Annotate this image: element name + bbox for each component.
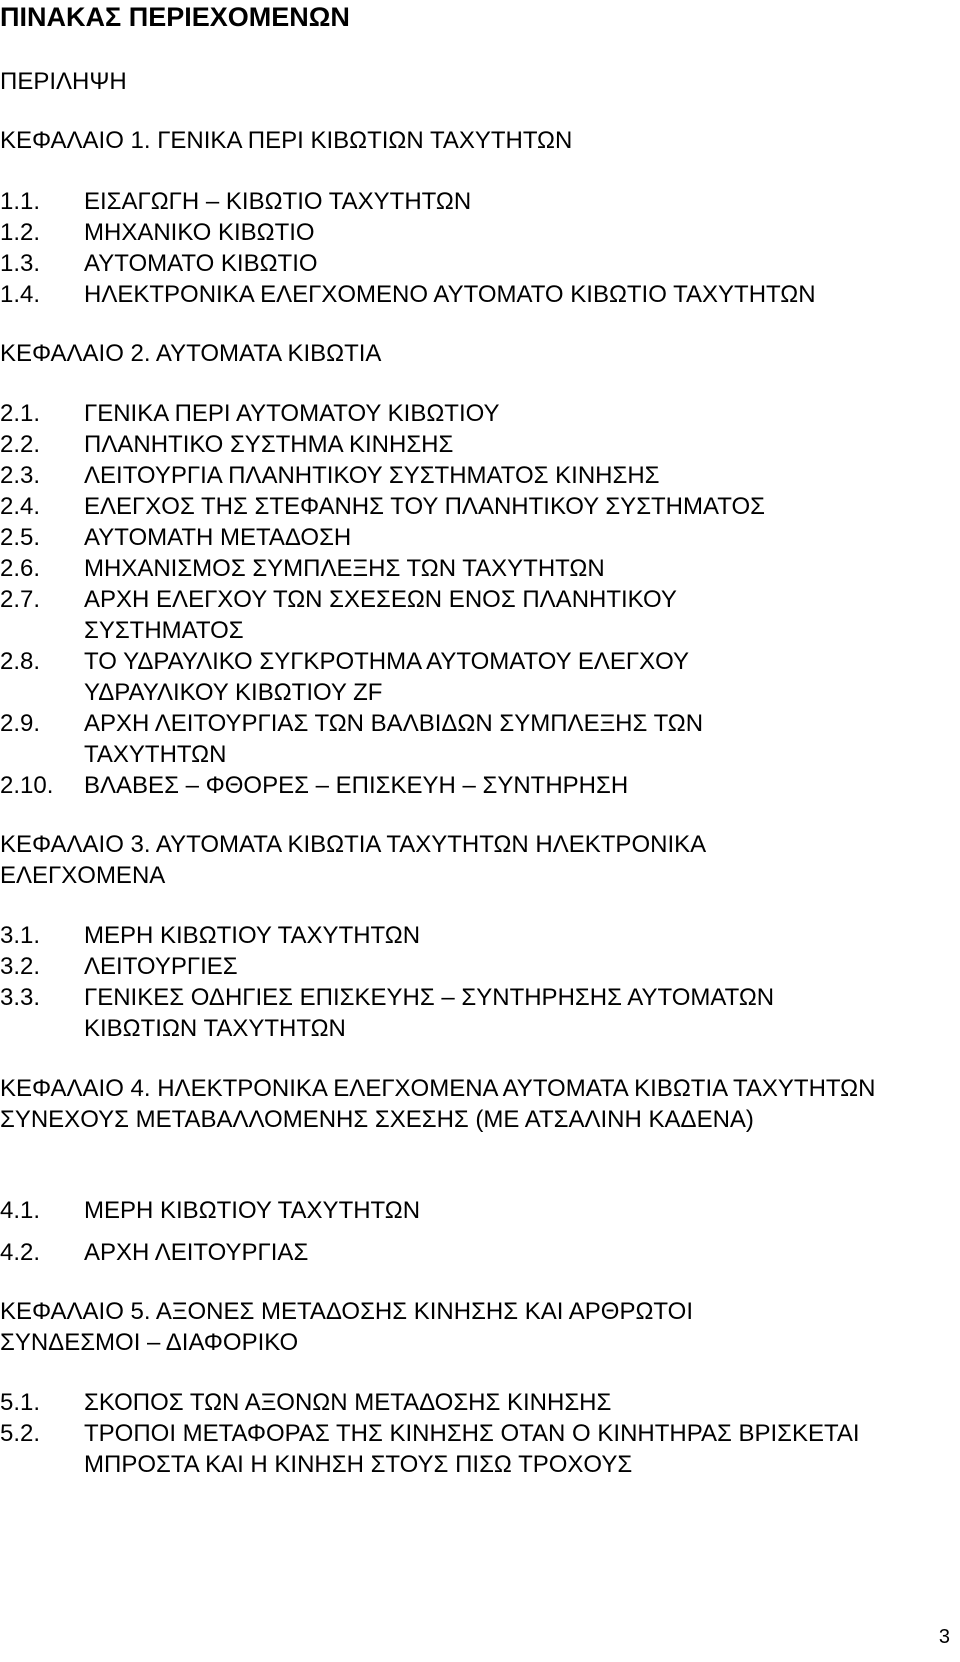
section-title: ΜΕΡΗ ΚΙΒΩΤΙΟΥ ΤΑΧΥΤΗΤΩΝ	[84, 1197, 421, 1224]
section-number: 5.1.	[0, 1389, 41, 1416]
toc-entry-3-3	[0, 982, 940, 1044]
toc-entry-2-9	[0, 708, 940, 770]
section-number: 2.2.	[0, 431, 41, 458]
section-title: ΛΕΙΤΟΥΡΓΙΕΣ	[84, 953, 238, 980]
section-title: ΑΥΤΟΜΑΤΟ ΚΙΒΩΤΙΟ	[84, 250, 318, 277]
section-title: ΕΙΣΑΓΩΓΗ – ΚΙΒΩΤΙΟ ΤΑΧΥΤΗΤΩΝ	[84, 188, 472, 215]
section-number: 2.5.	[0, 524, 41, 551]
section-number: 3.3.	[0, 984, 41, 1011]
section-title: ΕΛΕΓΧΟΣ ΤΗΣ ΣΤΕΦΑΝΗΣ ΤΟΥ ΠΛΑΝΗΤΙΚΟΥ ΣΥΣΤΗΜΑΤΟΣ	[84, 493, 765, 520]
toc-entry-2-4	[0, 491, 940, 522]
section-number: 3.2.	[0, 953, 41, 980]
section-title: ΓΕΝΙΚΑ ΠΕΡΙ ΑΥΤΟΜΑΤΟΥ ΚΙΒΩΤΙΟΥ	[84, 400, 500, 427]
section-title: ΠΛΑΝΗΤΙΚΟ ΣΥΣΤΗΜΑ ΚΙΝΗΣΗΣ	[84, 431, 454, 458]
toc-entry-2-3	[0, 460, 940, 491]
section-title: ΜΗΧΑΝΙΚΟ ΚΙΒΩΤΙΟ	[84, 219, 315, 246]
toc-entry-1-3	[0, 248, 940, 279]
chapter-1-heading: ΚΕΦΑΛΑΙΟ 1. ΓΕΝΙΚΑ ΠΕΡΙ ΚΙΒΩΤΙΩΝ ΤΑΧΥΤΗΤΩΝ	[0, 127, 573, 154]
toc-entry-1-1	[0, 186, 940, 217]
section-number: 2.8.	[0, 648, 41, 675]
toc-entry-1-2	[0, 217, 940, 248]
section-title: ΜΕΡΗ ΚΙΒΩΤΙΟΥ ΤΑΧΥΤΗΤΩΝ	[84, 922, 421, 949]
section-title: ΑΡΧΗ ΛΕΙΤΟΥΡΓΙΑΣ ΤΩΝ ΒΑΛΒΙΔΩΝ ΣΥΜΠΛΕΞΗΣ ΤΩΝ ΤΑΧΥΤΗΤΩΝ	[84, 710, 704, 768]
section-number: 4.1.	[0, 1197, 41, 1224]
toc-entry-2-2	[0, 429, 940, 460]
section-title: ΗΛΕΚΤΡΟΝΙΚΑ ΕΛΕΓΧΟΜΕΝΟ ΑΥΤΟΜΑΤΟ ΚΙΒΩΤΙΟ ΤΑΧΥΤΗΤΩΝ	[84, 281, 816, 308]
page-number: 3	[938, 1626, 950, 1648]
section-number: 2.9.	[0, 710, 41, 737]
section-title: ΣΚΟΠΟΣ ΤΩΝ ΑΞΟΝΩΝ ΜΕΤΑΔΟΣΗΣ ΚΙΝΗΣΗΣ	[84, 1389, 612, 1416]
toc-entry-5-1	[0, 1387, 940, 1418]
section-title: ΤΡΟΠΟΙ ΜΕΤΑΦΟΡΑΣ ΤΗΣ ΚΙΝΗΣΗΣ ΟΤΑΝ Ο ΚΙΝΗΤΗΡΑΣ ΒΡΙΣΚΕΤΑΙ ΜΠΡΟΣΤΑ ΚΑΙ Η ΚΙΝΗΣΗ ΣΤΟΥΣ ΠΙΣΩ ΤΡΟΧΟΥΣ	[84, 1420, 860, 1478]
toc-entry-3-2	[0, 951, 940, 982]
chapter-5-heading: ΚΕΦΑΛΑΙΟ 5. ΑΞΟΝΕΣ ΜΕΤΑΔΟΣΗΣ ΚΙΝΗΣΗΣ ΚΑΙ ΑΡΘΡΩΤΟΙ ΣΥΝΔΕΣΜΟΙ – ΔΙΑΦΟΡΙΚΟ	[0, 1298, 693, 1356]
page-title: ΠΙΝΑΚΑΣ ΠΕΡΙΕΧΟΜΕΝΩΝ	[0, 2, 350, 32]
section-number: 1.3.	[0, 250, 41, 277]
section-number: 1.2.	[0, 219, 41, 246]
section-title: ΒΛΑΒΕΣ – ΦΘΟΡΕΣ – ΕΠΙΣΚΕΥΗ – ΣΥΝΤΗΡΗΣΗ	[84, 772, 629, 799]
toc-entry-2-1	[0, 398, 940, 429]
chapter-3-heading: ΚΕΦΑΛΑΙΟ 3. ΑΥΤΟΜΑΤΑ ΚΙΒΩΤΙΑ ΤΑΧΥΤΗΤΩΝ ΗΛΕΚΤΡΟΝΙΚΑ ΕΛΕΓΧΟΜΕΝΑ	[0, 831, 705, 889]
toc-entry-2-5	[0, 522, 940, 553]
section-title: ΓΕΝΙΚΕΣ ΟΔΗΓΙΕΣ ΕΠΙΣΚΕΥΗΣ – ΣΥΝΤΗΡΗΣΗΣ ΑΥΤΟΜΑΤΩΝ ΚΙΒΩΤΙΩΝ ΤΑΧΥΤΗΤΩΝ	[84, 984, 775, 1042]
section-title: ΤΟ ΥΔΡΑΥΛΙΚΟ ΣΥΓΚΡΟΤΗΜΑ ΑΥΤΟΜΑΤΟΥ ΕΛΕΓΧΟΥ ΥΔΡΑΥΛΙΚΟΥ ΚΙΒΩΤΙΟΥ ZF	[84, 648, 689, 706]
toc-entry-2-6	[0, 553, 940, 584]
toc-entry-3-1	[0, 920, 940, 951]
toc-entry-4-2	[0, 1237, 940, 1268]
section-title: ΑΡΧΗ ΛΕΙΤΟΥΡΓΙΑΣ	[84, 1239, 309, 1266]
chapter-2-heading: ΚΕΦΑΛΑΙΟ 2. ΑΥΤΟΜΑΤΑ ΚΙΒΩΤΙΑ	[0, 340, 382, 367]
section-number: 2.7.	[0, 586, 41, 613]
section-title: ΜΗΧΑΝΙΣΜΟΣ ΣΥΜΠΛΕΞΗΣ ΤΩΝ ΤΑΧΥΤΗΤΩΝ	[84, 555, 605, 582]
section-number: 5.2.	[0, 1420, 41, 1447]
toc-entry-2-8	[0, 646, 940, 708]
toc-entry-1-4	[0, 279, 940, 310]
section-number: 4.2.	[0, 1239, 41, 1266]
toc-entry-2-10	[0, 770, 940, 801]
toc-entry-4-1	[0, 1195, 940, 1226]
section-number: 2.3.	[0, 462, 41, 489]
section-number: 1.4.	[0, 281, 41, 308]
summary-entry: ΠΕΡΙΛΗΨΗ	[0, 68, 127, 95]
toc-entry-2-7	[0, 584, 940, 646]
section-number: 3.1.	[0, 922, 41, 949]
section-number: 2.1.	[0, 400, 41, 427]
section-number: 2.6.	[0, 555, 41, 582]
chapter-4-heading: ΚΕΦΑΛΑΙΟ 4. ΗΛΕΚΤΡΟΝΙΚΑ ΕΛΕΓΧΟΜΕΝΑ ΑΥΤΟΜΑΤΑ ΚΙΒΩΤΙΑ ΤΑΧΥΤΗΤΩΝ ΣΥΝΕΧΟΥΣ ΜΕΤΑΒΑΛΛΟΜΕΝΗΣ ΣΧΕΣΗΣ (ΜΕ ΑΤΣΑΛΙΝΗ ΚΑΔΕΝΑ)	[0, 1075, 876, 1133]
toc-entry-5-2	[0, 1418, 940, 1480]
section-number: 1.1.	[0, 188, 41, 215]
section-number: 2.10.	[0, 772, 54, 799]
section-title: ΛΕΙΤΟΥΡΓΙΑ ΠΛΑΝΗΤΙΚΟΥ ΣΥΣΤΗΜΑΤΟΣ ΚΙΝΗΣΗΣ	[84, 462, 660, 489]
section-number: 2.4.	[0, 493, 41, 520]
section-title: ΑΥΤΟΜΑΤΗ ΜΕΤΑΔΟΣΗ	[84, 524, 352, 551]
section-title: ΑΡΧΗ ΕΛΕΓΧΟΥ ΤΩΝ ΣΧΕΣΕΩΝ ΕΝΟΣ ΠΛΑΝΗΤΙΚΟΥ ΣΥΣΤΗΜΑΤΟΣ	[84, 586, 677, 644]
